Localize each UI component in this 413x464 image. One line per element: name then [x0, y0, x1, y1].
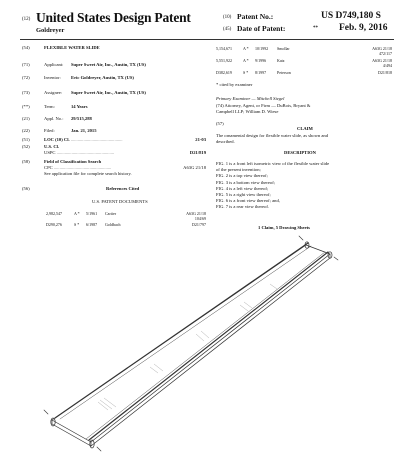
uspc-value: D21/819 [189, 150, 206, 155]
patent-no-label: Patent No.: [237, 12, 274, 21]
references-cited-title: References Cited [106, 186, 140, 191]
inventor-surname: Goldreyer [36, 27, 65, 34]
slide-top-surface [52, 245, 330, 442]
field-58: (58) Field of Classification Search [22, 159, 102, 164]
claims-sheets: 1 Claim, 5 Drawing Sheets [258, 225, 310, 230]
ref-row-continuation: 472/117 [379, 51, 392, 56]
fig3-line: FIG. 3 is a bottom view thereof; [216, 180, 276, 185]
inventor-value: Eric Goldreyer, Austin, TX (US) [71, 75, 134, 80]
claim-code: (57) [216, 121, 224, 126]
term-value: 14 Years [71, 104, 88, 109]
ref-row: D290,276 S * 6/1987 Goldbach D21/797 [46, 222, 206, 227]
date-marker: ** [313, 26, 318, 31]
field-73: (73) Assignee: Super Sweet Air, Inc., Austin, TX (US) [22, 90, 146, 95]
ref-row: 2,982,547 A * 5/1961 Cartier A63G 21/18 [46, 211, 206, 216]
fig1-line-2: of the present invention; [216, 167, 261, 172]
field-56-code: (56) [22, 186, 30, 191]
cited-by-examiner: * cited by examiner [216, 82, 253, 87]
date-label: Date of Patent: [237, 24, 286, 33]
date-code: (45) [223, 27, 232, 32]
applicant-value: Super Sweet Air, Inc., Austin, TX (US) [71, 62, 146, 67]
cpc-line: CPC .................................................. A63G 21/18 [44, 165, 206, 170]
assignee-value: Super Sweet Air, Inc., Austin, TX (US) [71, 90, 146, 95]
field-52: (52) U.S. Cl. [22, 144, 60, 149]
ref-row: D382,619 S * 8/1997 Peterson D21/818 [216, 70, 392, 75]
country-code: (12) [22, 17, 31, 22]
ref-row: 5,154,671 A * 10/1992 Smollar A63G 21/18 [216, 46, 392, 51]
fig2-line: FIG. 2 is a top view thereof; [216, 173, 268, 178]
slide-left-tube [55, 243, 308, 418]
slide-front-edge [52, 420, 91, 446]
slide-right-tube [89, 252, 328, 440]
appl-no-value: 29/515,288 [71, 116, 92, 121]
loc-value: 21-03 [195, 137, 206, 142]
patent-type-title: United States Design Patent [36, 10, 191, 25]
see-application-note: See application file for complete search history. [44, 171, 132, 176]
claim-text-1: The ornamental design for flexible water slide, as shown and [216, 133, 329, 138]
uspc-line: USPC .................................................. D21/819 [44, 150, 206, 155]
field-72: (72) Inventor: Eric Goldreyer, Austin, TX (US) [22, 75, 134, 80]
attorney-line-2: Campbell LLP; William D. Wiese [216, 109, 279, 114]
fig5-line: FIG. 5 is a right view thereof; [216, 192, 271, 197]
ref-row: 5,551,922 A * 9/1996 Katz A63G 21/18 [216, 58, 392, 63]
claim-title: CLAIM [297, 126, 313, 131]
patent-no-code: (10) [223, 15, 232, 20]
ref-row-continuation: 4/494 [382, 63, 392, 68]
patent-number: US D749,180 S [321, 11, 381, 21]
fig6-line: FIG. 6 is a front view thereof; and, [216, 198, 280, 203]
ref-row-continuation: 104/69 [194, 216, 206, 221]
filed-value: Jan. 21, 2015 [71, 128, 97, 133]
description-title: DESCRIPTION [284, 150, 316, 155]
design-title: FLEXIBLE WATER SLIDE [44, 45, 100, 50]
fig1-line-1: FIG. 1 is a front left isometric view of the flexible water slide [216, 161, 330, 166]
field-71: (71) Applicant: Super Sweet Air, Inc., Austin, TX (US) [22, 62, 146, 67]
field-21: (21) Appl. No.: 29/515,288 [22, 116, 92, 121]
cpc-value: A63G 21/18 [183, 165, 206, 170]
us-patent-docs-title: U.S. PATENT DOCUMENTS [92, 199, 148, 204]
field-22: (22) Filed: Jan. 21, 2015 [22, 128, 97, 133]
claim-text-2: described. [216, 139, 235, 144]
slide-side-edge [91, 254, 330, 446]
field-54-code: (54) [22, 45, 30, 50]
field-51: (51) LOC (10) Cl. ............................................. 21-03 [22, 137, 206, 142]
fig7-line: FIG. 7 is a rear view thereof. [216, 204, 270, 209]
patent-date: Feb. 9, 2016 [339, 23, 388, 33]
fig4-line: FIG. 4 is a left view thereof; [216, 186, 269, 191]
primary-examiner: Primary Examiner — Mitchell Siegel [216, 96, 285, 101]
field-term: (**) Term: 14 Years [22, 104, 88, 109]
attorney-line-1: (74) Attorney, Agent, or Firm — DuBois, Bryant & [216, 103, 311, 108]
